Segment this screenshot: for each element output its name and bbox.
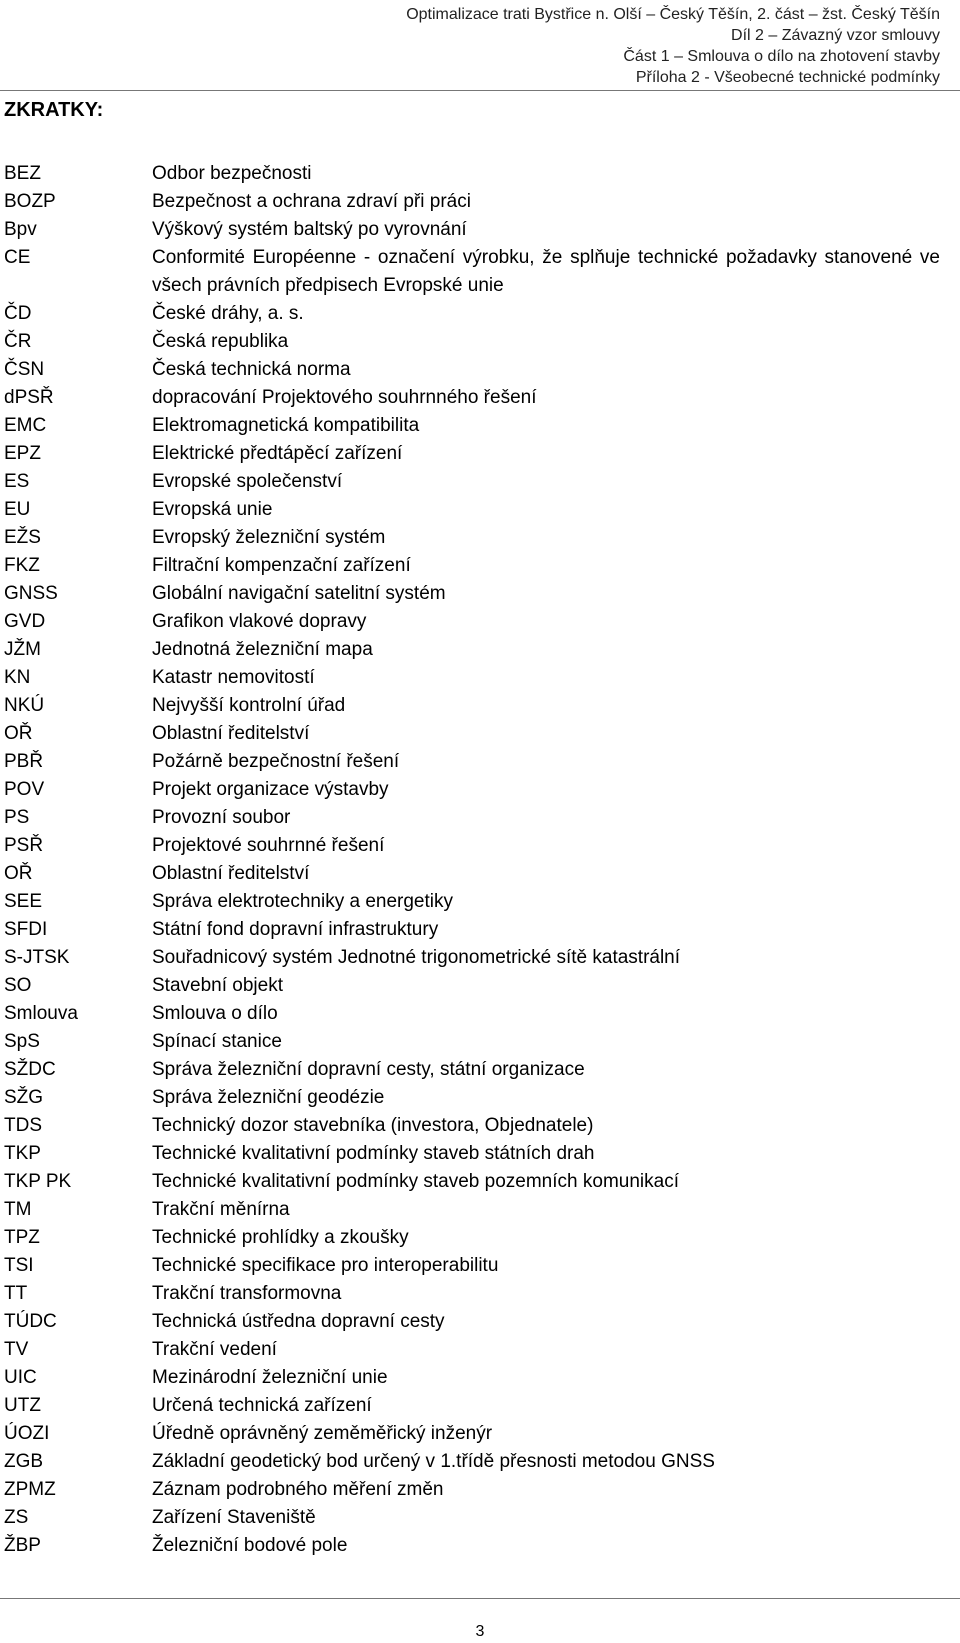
abbreviation-row: [0, 1196, 960, 1224]
abbreviation-term: OŘ: [4, 863, 33, 884]
abbreviation-definition: Zařízení Staveniště: [152, 1507, 316, 1528]
header-volume-line: Díl 2 – Závazný vzor smlouvy: [731, 27, 940, 44]
abbreviation-row: [0, 384, 960, 412]
abbreviation-definition: Smlouva o dílo: [152, 1003, 278, 1024]
abbreviation-definition: Česká technická norma: [152, 359, 351, 380]
abbreviation-term: TKP PK: [4, 1171, 72, 1192]
header-project-line: Optimalizace trati Bystřice n. Olší – Český Těšín, 2. část – žst. Český Těšín: [406, 6, 940, 23]
abbreviation-definition: Správa elektrotechniky a energetiky: [152, 891, 453, 912]
abbreviation-row: [0, 944, 960, 972]
abbreviation-row: [0, 440, 960, 468]
abbreviation-term: TV: [4, 1339, 29, 1360]
abbreviation-definition: Spínací stanice: [152, 1031, 282, 1052]
abbreviation-definition: Technické specifikace pro interoperabilitu: [152, 1255, 499, 1276]
abbreviation-definition: Provozní soubor: [152, 807, 291, 828]
abbreviation-term: ES: [4, 471, 30, 492]
abbreviation-term: UIC: [4, 1367, 37, 1388]
abbreviation-list: [0, 160, 960, 1560]
abbreviation-row: [0, 580, 960, 608]
abbreviation-row: [0, 1224, 960, 1252]
abbreviation-row: [0, 1532, 960, 1560]
abbreviation-term: SO: [4, 975, 32, 996]
footer-divider: [0, 1598, 960, 1599]
header-divider: [0, 90, 960, 91]
abbreviation-row: [0, 1168, 960, 1196]
abbreviation-definition: Odbor bezpečnosti: [152, 163, 312, 184]
abbreviation-term: FKZ: [4, 555, 40, 576]
abbreviation-term: ZS: [4, 1507, 29, 1528]
abbreviation-definition: Evropská unie: [152, 499, 273, 520]
abbreviation-term: EU: [4, 499, 31, 520]
abbreviation-term: Smlouva: [4, 1003, 78, 1024]
abbreviation-term: SŽDC: [4, 1059, 56, 1080]
abbreviation-term: CE: [4, 247, 31, 268]
abbreviation-term: SEE: [4, 891, 43, 912]
abbreviation-definition: Trakční vedení: [152, 1339, 277, 1360]
abbreviation-term: OŘ: [4, 723, 33, 744]
abbreviation-row: [0, 1364, 960, 1392]
abbreviation-term: ŽBP: [4, 1535, 41, 1556]
page-number: 3: [475, 1623, 485, 1640]
abbreviation-definition: Technické prohlídky a zkoušky: [152, 1227, 409, 1248]
abbreviation-definition: Technický dozor stavebníka (investora, Objednatele): [152, 1115, 594, 1136]
abbreviation-definition: Oblastní ředitelství: [152, 723, 310, 744]
abbreviation-definition: Trakční měnírna: [152, 1199, 290, 1220]
abbreviation-definition: Výškový systém baltský po vyrovnání: [152, 219, 467, 240]
abbreviation-row: [0, 1308, 960, 1336]
abbreviation-row: [0, 860, 960, 888]
abbreviation-term: S-JTSK: [4, 947, 70, 968]
abbreviation-row: [0, 496, 960, 524]
abbreviation-row: [0, 188, 960, 216]
abbreviation-row: [0, 1420, 960, 1448]
abbreviation-term: PS: [4, 807, 30, 828]
abbreviation-row: [0, 720, 960, 748]
abbreviation-term: GVD: [4, 611, 46, 632]
abbreviation-term: BOZP: [4, 191, 56, 212]
abbreviation-row: [0, 1280, 960, 1308]
abbreviation-term: ZGB: [4, 1451, 44, 1472]
abbreviation-row: [0, 804, 960, 832]
abbreviation-term: JŽM: [4, 639, 41, 660]
abbreviation-definition: Katastr nemovitostí: [152, 667, 315, 688]
abbreviation-term: UTZ: [4, 1395, 41, 1416]
abbreviation-term: ČSN: [4, 359, 45, 380]
abbreviation-term: PSŘ: [4, 835, 44, 856]
abbreviation-row: [0, 888, 960, 916]
abbreviation-row: [0, 300, 960, 328]
abbreviation-term: TPZ: [4, 1227, 40, 1248]
abbreviation-definition: Evropský železniční systém: [152, 527, 386, 548]
abbreviation-term: EPZ: [4, 443, 41, 464]
abbreviation-row: [0, 636, 960, 664]
abbreviation-row: [0, 832, 960, 860]
abbreviation-row: [0, 1336, 960, 1364]
abbreviation-term: Bpv: [4, 219, 37, 240]
abbreviation-term: NKÚ: [4, 695, 45, 716]
abbreviation-row: [0, 1056, 960, 1084]
abbreviation-definition: Záznam podrobného měření změn: [152, 1479, 444, 1500]
abbreviation-row: [0, 468, 960, 496]
abbreviation-definition: Bezpečnost a ochrana zdraví při práci: [152, 191, 471, 212]
abbreviation-row: [0, 244, 960, 300]
abbreviation-row: [0, 1504, 960, 1532]
abbreviation-term: EŽS: [4, 527, 41, 548]
abbreviation-term: TDS: [4, 1115, 42, 1136]
abbreviation-term: POV: [4, 779, 45, 800]
abbreviation-term: TT: [4, 1283, 28, 1304]
abbreviation-definition: Projektové souhrnné řešení: [152, 835, 385, 856]
abbreviation-term: KN: [4, 667, 31, 688]
abbreviation-definition: Evropské společenství: [152, 471, 343, 492]
abbreviation-definition: Technická ústředna dopravní cesty: [152, 1311, 445, 1332]
abbreviation-row: [0, 412, 960, 440]
abbreviation-term: TKP: [4, 1143, 41, 1164]
abbreviation-definition: Správa železniční dopravní cesty, státní organizace: [152, 1059, 585, 1080]
abbreviation-row: [0, 1476, 960, 1504]
header-part-line: Část 1 – Smlouva o dílo na zhotovení stavby: [623, 48, 940, 65]
abbreviation-definition: Technické kvalitativní podmínky staveb pozemních komunikací: [152, 1171, 679, 1192]
abbreviation-row: [0, 1028, 960, 1056]
abbreviation-row: [0, 356, 960, 384]
abbreviation-row: [0, 608, 960, 636]
abbreviation-row: [0, 664, 960, 692]
abbreviation-definition: Železniční bodové pole: [152, 1535, 348, 1556]
abbreviation-row: [0, 1392, 960, 1420]
running-header: [406, 4, 940, 88]
abbreviation-row: [0, 1000, 960, 1028]
header-annex-line: Příloha 2 - Všeobecné technické podmínky: [635, 69, 940, 86]
abbreviation-row: [0, 1112, 960, 1140]
abbreviation-row: [0, 160, 960, 188]
abbreviation-row: [0, 328, 960, 356]
abbreviation-term: SpS: [4, 1031, 40, 1052]
abbreviation-row: [0, 972, 960, 1000]
abbreviation-definition: Úředně oprávněný zeměměřický inženýr: [152, 1423, 493, 1444]
abbreviation-definition: Oblastní ředitelství: [152, 863, 310, 884]
abbreviation-definition: Požárně bezpečnostní řešení: [152, 751, 400, 772]
abbreviation-definition: Globální navigační satelitní systém: [152, 583, 446, 604]
abbreviation-term: PBŘ: [4, 751, 44, 772]
abbreviation-definition: Projekt organizace výstavby: [152, 779, 389, 800]
abbreviation-row: [0, 552, 960, 580]
abbreviation-row: [0, 916, 960, 944]
section-title: ZKRATKY:: [4, 99, 104, 121]
abbreviation-term: ZPMZ: [4, 1479, 56, 1500]
abbreviation-definition: Česká republika: [152, 331, 289, 352]
abbreviation-row: [0, 1084, 960, 1112]
abbreviation-definition: Státní fond dopravní infrastruktury: [152, 919, 439, 940]
abbreviation-term: ČR: [4, 331, 32, 352]
abbreviation-term: ÚOZI: [4, 1423, 50, 1444]
abbreviation-definition: Určená technická zařízení: [152, 1395, 372, 1416]
abbreviation-definition: Stavební objekt: [152, 975, 283, 996]
abbreviation-row: [0, 692, 960, 720]
abbreviation-definition: Conformité Européenne - označení výrobku, že splňuje technické požadavky stanovené ve všech právních předpisech Evropské unie: [152, 247, 940, 296]
abbreviation-term: BEZ: [4, 163, 41, 184]
abbreviation-row: [0, 524, 960, 552]
abbreviation-term: SŽG: [4, 1087, 44, 1108]
abbreviation-definition: Trakční transformovna: [152, 1283, 342, 1304]
abbreviation-row: [0, 1140, 960, 1168]
abbreviation-row: [0, 1252, 960, 1280]
abbreviation-row: [0, 216, 960, 244]
abbreviation-definition: Souřadnicový systém Jednotné trigonometrické sítě katastrální: [152, 947, 681, 968]
abbreviation-definition: Technické kvalitativní podmínky staveb státních drah: [152, 1143, 595, 1164]
abbreviation-row: [0, 776, 960, 804]
abbreviation-definition: dopracování Projektového souhrnného řešení: [152, 387, 537, 408]
abbreviation-definition: České dráhy, a. s.: [152, 303, 304, 324]
abbreviation-term: GNSS: [4, 583, 58, 604]
abbreviation-term: EMC: [4, 415, 47, 436]
abbreviation-term: TSI: [4, 1255, 34, 1276]
abbreviation-term: dPSŘ: [4, 387, 54, 408]
abbreviation-definition: Správa železniční geodézie: [152, 1087, 385, 1108]
abbreviation-definition: Elektrické předtápěcí zařízení: [152, 443, 403, 464]
abbreviation-term: ČD: [4, 303, 32, 324]
abbreviation-term: TM: [4, 1199, 32, 1220]
abbreviation-definition: Mezinárodní železniční unie: [152, 1367, 388, 1388]
abbreviation-row: [0, 748, 960, 776]
abbreviation-definition: Nejvyšší kontrolní úřad: [152, 695, 346, 716]
abbreviation-definition: Jednotná železniční mapa: [152, 639, 373, 660]
abbreviation-term: TÚDC: [4, 1311, 57, 1332]
abbreviation-definition: Grafikon vlakové dopravy: [152, 611, 367, 632]
abbreviation-definition: Elektromagnetická kompatibilita: [152, 415, 420, 436]
abbreviation-term: SFDI: [4, 919, 48, 940]
abbreviation-definition: Základní geodetický bod určený v 1.třídě přesnosti metodou GNSS: [152, 1451, 715, 1472]
abbreviation-definition: Filtrační kompenzační zařízení: [152, 555, 411, 576]
abbreviation-row: [0, 1448, 960, 1476]
